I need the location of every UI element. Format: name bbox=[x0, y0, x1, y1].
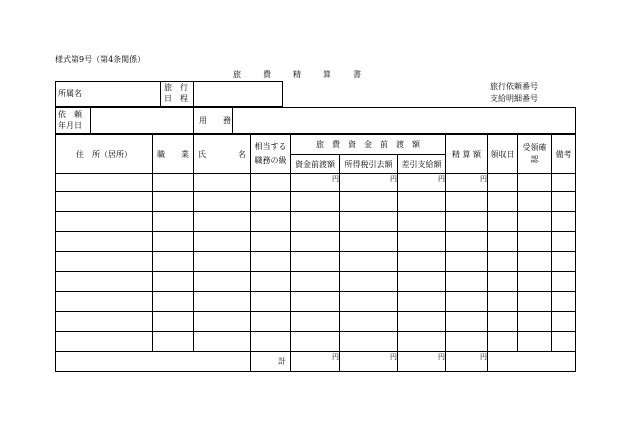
cell-tax-deduction[interactable] bbox=[340, 212, 398, 232]
total-advance-amount[interactable] bbox=[291, 352, 340, 372]
header-remarks: 備考 bbox=[552, 135, 576, 174]
yen-unit: 円 bbox=[480, 175, 487, 183]
cell-tax-deduction[interactable] bbox=[340, 292, 398, 312]
cell-address[interactable] bbox=[56, 272, 153, 292]
header-tax-deduction: 所得税引去額 bbox=[340, 155, 398, 174]
cell-address[interactable] bbox=[56, 332, 153, 352]
table-row bbox=[56, 272, 576, 292]
cell-receipt-confirm[interactable] bbox=[518, 232, 552, 252]
cell-occupation[interactable] bbox=[153, 212, 194, 232]
table-row bbox=[56, 292, 576, 312]
cell-settlement[interactable] bbox=[446, 332, 488, 352]
cell-tax-deduction[interactable] bbox=[340, 192, 398, 212]
cell-occupation[interactable] bbox=[153, 192, 194, 212]
header-equivalent-grade-1: 相当する bbox=[254, 142, 287, 151]
form-number: 様式第9号（第4条関係） bbox=[55, 55, 146, 64]
cell-grade[interactable] bbox=[251, 252, 291, 272]
cell-settlement[interactable] bbox=[446, 252, 488, 272]
cell-settlement[interactable] bbox=[446, 232, 488, 252]
cell-receipt-date[interactable] bbox=[488, 174, 518, 192]
total-net-payment[interactable] bbox=[398, 352, 446, 372]
table-row bbox=[56, 332, 576, 352]
table-row bbox=[56, 212, 576, 232]
header-occupation: 職 業 bbox=[153, 135, 194, 174]
cell-occupation[interactable] bbox=[153, 332, 194, 352]
cell-advance-amount[interactable] bbox=[291, 332, 340, 352]
yen-unit: 円 bbox=[438, 353, 445, 361]
table-row bbox=[56, 192, 576, 212]
cell-address[interactable] bbox=[56, 192, 153, 212]
cell-advance-amount[interactable] bbox=[291, 212, 340, 232]
cell-name[interactable] bbox=[194, 252, 251, 272]
yen-unit: 円 bbox=[390, 353, 397, 361]
cell-receipt-confirm[interactable] bbox=[518, 312, 552, 332]
cell-net-payment[interactable] bbox=[398, 192, 446, 212]
cell-net-payment[interactable] bbox=[398, 292, 446, 312]
cell-address[interactable] bbox=[56, 174, 153, 192]
travel-request-number-label: 旅行依頼番号 bbox=[490, 82, 538, 91]
request-date-label-2: 年月日 bbox=[58, 121, 82, 130]
cell-occupation[interactable] bbox=[153, 174, 194, 192]
header-address: 住 所（居所） bbox=[56, 135, 153, 174]
cell-receipt-date[interactable] bbox=[488, 312, 518, 332]
header-equivalent-grade bbox=[251, 135, 291, 174]
table-row bbox=[56, 312, 576, 332]
cell-name[interactable] bbox=[194, 292, 251, 312]
cell-receipt-confirm[interactable] bbox=[518, 332, 552, 352]
cell-net-payment[interactable] bbox=[398, 272, 446, 292]
cell-tax-deduction[interactable] bbox=[340, 232, 398, 252]
cell-advance-amount[interactable] bbox=[291, 174, 340, 192]
total-blank bbox=[56, 352, 251, 372]
cell-occupation[interactable] bbox=[153, 312, 194, 332]
cell-grade[interactable] bbox=[251, 312, 291, 332]
purpose-input[interactable] bbox=[233, 108, 575, 133]
cell-tax-deduction[interactable] bbox=[340, 312, 398, 332]
table-row bbox=[56, 174, 576, 192]
table-row bbox=[56, 252, 576, 272]
cell-receipt-confirm[interactable] bbox=[518, 292, 552, 312]
total-settlement[interactable] bbox=[446, 352, 488, 372]
cell-grade[interactable] bbox=[251, 232, 291, 252]
cell-settlement[interactable] bbox=[446, 292, 488, 312]
cell-occupation[interactable] bbox=[153, 292, 194, 312]
cell-address[interactable] bbox=[56, 292, 153, 312]
affiliation-label: 所属名 bbox=[58, 89, 82, 98]
cell-address[interactable] bbox=[56, 212, 153, 232]
cell-remarks[interactable] bbox=[552, 174, 576, 192]
cell-advance-amount[interactable] bbox=[291, 252, 340, 272]
cell-net-payment[interactable] bbox=[398, 174, 446, 192]
cell-receipt-confirm[interactable] bbox=[518, 174, 552, 192]
form-title: 旅 費 精 算 書 bbox=[233, 70, 363, 79]
cell-receipt-confirm[interactable] bbox=[518, 212, 552, 232]
total-row bbox=[56, 352, 576, 372]
cell-grade[interactable] bbox=[251, 332, 291, 352]
travel-schedule-label-2: 日 程 bbox=[164, 94, 188, 103]
cell-receipt-date[interactable] bbox=[488, 252, 518, 272]
cell-advance-amount[interactable] bbox=[291, 192, 340, 212]
cell-net-payment[interactable] bbox=[398, 312, 446, 332]
cell-grade[interactable] bbox=[251, 272, 291, 292]
cell-remarks[interactable] bbox=[552, 272, 576, 292]
cell-tax-deduction[interactable] bbox=[340, 332, 398, 352]
table-row bbox=[56, 232, 576, 252]
yen-unit: 円 bbox=[332, 175, 339, 183]
cell-receipt-confirm[interactable] bbox=[518, 252, 552, 272]
affiliation-input[interactable] bbox=[90, 82, 159, 106]
cell-name[interactable] bbox=[194, 332, 251, 352]
cell-settlement[interactable] bbox=[446, 312, 488, 332]
cell-occupation[interactable] bbox=[153, 252, 194, 272]
cell-address[interactable] bbox=[56, 312, 153, 332]
cell-net-payment[interactable] bbox=[398, 232, 446, 252]
cell-remarks[interactable] bbox=[552, 192, 576, 212]
cell-remarks[interactable] bbox=[552, 232, 576, 252]
cell-tax-deduction[interactable] bbox=[340, 272, 398, 292]
payment-detail-number-label: 支給明細番号 bbox=[490, 94, 538, 103]
cell-settlement[interactable] bbox=[446, 192, 488, 212]
cell-receipt-date[interactable] bbox=[488, 292, 518, 312]
header-advance-group: 旅 費 資 金 前 渡 額 bbox=[291, 135, 446, 155]
total-trailing-blank bbox=[488, 352, 576, 372]
cell-net-payment[interactable] bbox=[398, 212, 446, 232]
header-receipt-confirmation-2: 認 bbox=[530, 155, 539, 164]
cell-advance-amount[interactable] bbox=[291, 292, 340, 312]
cell-grade[interactable] bbox=[251, 292, 291, 312]
yen-unit: 円 bbox=[480, 353, 487, 361]
cell-receipt-date[interactable] bbox=[488, 272, 518, 292]
cell-address[interactable] bbox=[56, 252, 153, 272]
cell-remarks[interactable] bbox=[552, 312, 576, 332]
total-label: 計 bbox=[251, 352, 291, 372]
cell-settlement[interactable] bbox=[446, 272, 488, 292]
cell-receipt-date[interactable] bbox=[488, 232, 518, 252]
header-advance-amount: 資金前渡額 bbox=[291, 155, 340, 174]
purpose-label: 用 務 bbox=[199, 116, 231, 125]
cell-name[interactable] bbox=[194, 174, 251, 192]
yen-unit: 円 bbox=[438, 175, 445, 183]
cell-advance-amount[interactable] bbox=[291, 272, 340, 292]
header-receipt-date: 領収日 bbox=[488, 135, 518, 174]
cell-occupation[interactable] bbox=[153, 272, 194, 292]
cell-remarks[interactable] bbox=[552, 252, 576, 272]
header-net-payment: 差引支給額 bbox=[398, 155, 446, 174]
travel-schedule-label-1: 旅 行 bbox=[164, 83, 188, 92]
travel-schedule-input[interactable] bbox=[194, 82, 282, 106]
cell-tax-deduction[interactable] bbox=[340, 174, 398, 192]
request-date-input[interactable] bbox=[91, 108, 192, 133]
header-settlement: 精 算 額 bbox=[446, 135, 488, 174]
cell-receipt-date[interactable] bbox=[488, 192, 518, 212]
cell-receipt-confirm[interactable] bbox=[518, 272, 552, 292]
cell-name[interactable] bbox=[194, 192, 251, 212]
request-date-label-1: 依 頼 bbox=[58, 110, 82, 119]
total-tax-deduction[interactable] bbox=[340, 352, 398, 372]
cell-remarks[interactable] bbox=[552, 332, 576, 352]
cell-tax-deduction[interactable] bbox=[340, 252, 398, 272]
cell-advance-amount[interactable] bbox=[291, 312, 340, 332]
cell-grade[interactable] bbox=[251, 212, 291, 232]
cell-settlement[interactable] bbox=[446, 212, 488, 232]
cell-remarks[interactable] bbox=[552, 292, 576, 312]
cell-name[interactable] bbox=[194, 272, 251, 292]
cell-receipt-date[interactable] bbox=[488, 332, 518, 352]
header-name: 氏 名 bbox=[194, 135, 251, 174]
cell-grade[interactable] bbox=[251, 174, 291, 192]
cell-advance-amount[interactable] bbox=[291, 232, 340, 252]
cell-receipt-date[interactable] bbox=[488, 212, 518, 232]
cell-settlement[interactable] bbox=[446, 174, 488, 192]
settlement-table bbox=[55, 134, 576, 372]
cell-name[interactable] bbox=[194, 212, 251, 232]
cell-grade[interactable] bbox=[251, 192, 291, 212]
header-receipt-confirmation bbox=[518, 135, 552, 174]
header-receipt-confirmation-1: 受領確 bbox=[522, 143, 547, 152]
yen-unit: 円 bbox=[390, 175, 397, 183]
cell-name[interactable] bbox=[194, 232, 251, 252]
cell-net-payment[interactable] bbox=[398, 252, 446, 272]
yen-unit: 円 bbox=[332, 353, 339, 361]
cell-net-payment[interactable] bbox=[398, 332, 446, 352]
cell-address[interactable] bbox=[56, 232, 153, 252]
cell-receipt-confirm[interactable] bbox=[518, 192, 552, 212]
cell-remarks[interactable] bbox=[552, 212, 576, 232]
header-equivalent-grade-2: 職務の級 bbox=[254, 156, 287, 165]
cell-occupation[interactable] bbox=[153, 232, 194, 252]
cell-name[interactable] bbox=[194, 312, 251, 332]
